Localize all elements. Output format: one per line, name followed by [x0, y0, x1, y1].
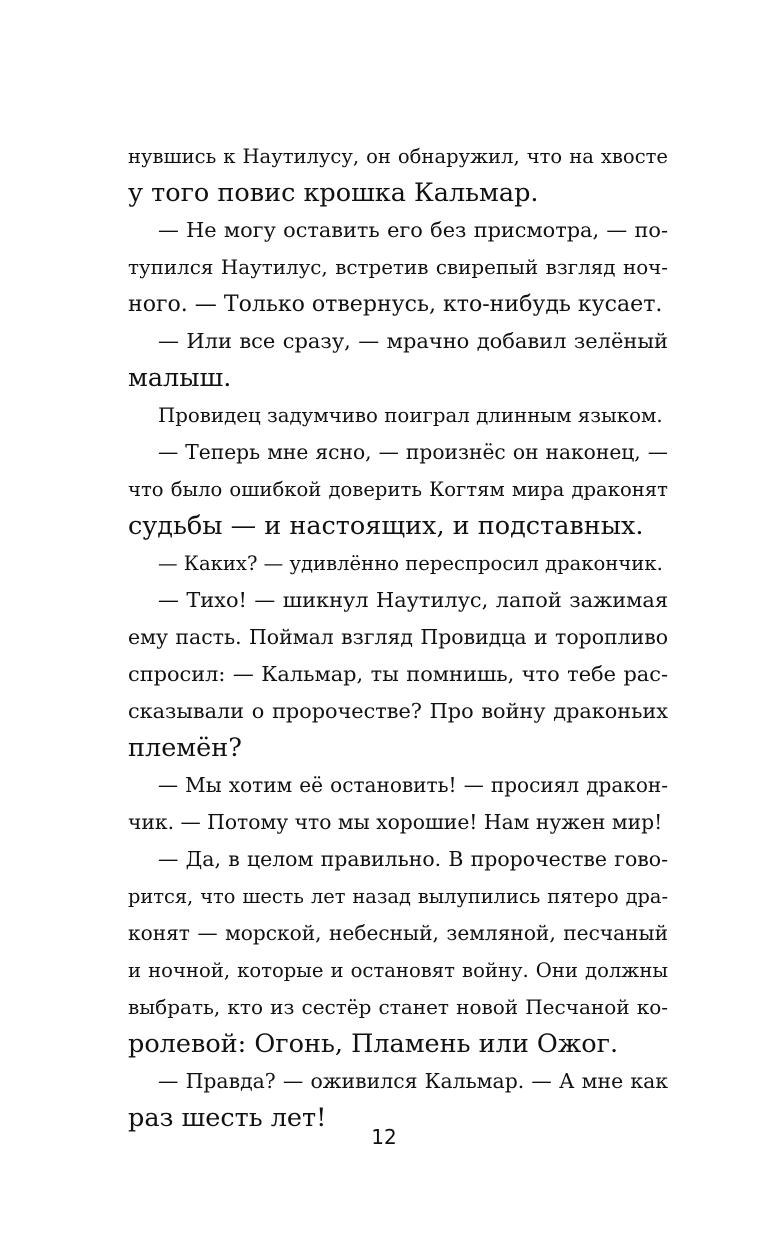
text-line: что было ошибкой доверить Когтям мира драконят [128, 478, 668, 501]
text-line: — Тихо! — шикнул Наутилус, лапой зажимая [158, 588, 668, 612]
text-line: ролевой: Огонь, Пламень или Ожог. [128, 1029, 619, 1059]
page-number: 12 [371, 1125, 397, 1149]
text-line: рится, что шесть лет назад вылупились пятеро дра- [128, 885, 668, 908]
text-line: чик. — Потому что мы хорошие! Нам нужен мир! [128, 810, 663, 834]
text-line: судьбы — и настоящих, и подставных. [128, 511, 644, 541]
text-line: — Или все сразу, — мрачно добавил зелёный [158, 329, 668, 353]
text-line: ему пасть. Поймал взгляд Провидца и торопливо [128, 625, 668, 649]
text-line: выбрать, кто из сестёр станет новой Песчаной ко- [128, 995, 668, 1019]
text-line: нувшись к Наутилусу, он обнаружил, что на хвосте [128, 145, 668, 168]
text-line: Провидец задумчиво поиграл длинным языком. [158, 404, 663, 427]
text-line: — Да, в целом правильно. В пророчестве гово- [158, 847, 668, 871]
text-line: спросил: — Кальмар, ты помнишь, что тебе рас- [128, 662, 668, 686]
text-line: малыш. [128, 363, 232, 393]
text-line: — Теперь мне ясно, — произнёс он наконец, — [158, 440, 668, 464]
text-line: раз шесть лет! [128, 1103, 327, 1133]
text-line: племён? [128, 733, 242, 763]
text-line: у того повис крошка Кальмар. [128, 178, 539, 208]
text-line: и ночной, которые и остановят войну. Они должны [128, 959, 668, 982]
body-text [128, 138, 668, 1137]
text-line: — Каких? — удивлённо переспросил дракончик. [158, 552, 663, 575]
text-line: тупился Наутилус, встретив свирепый взгляд ноч- [128, 256, 668, 279]
text-line: ного. — Только отвернусь, кто-нибудь кусает. [128, 292, 663, 317]
text-line: — Не могу оставить его без присмотра, — по- [158, 218, 668, 242]
text-line: сказывали о пророчестве? Про войну драконьих [128, 699, 668, 723]
text-line: — Мы хотим её остановить! — просиял дракон- [158, 773, 668, 797]
text-line: конят — морской, небесный, земляной, песчаный [128, 921, 668, 945]
text-line: — Правда? — оживился Кальмар. — А мне как [158, 1069, 668, 1093]
